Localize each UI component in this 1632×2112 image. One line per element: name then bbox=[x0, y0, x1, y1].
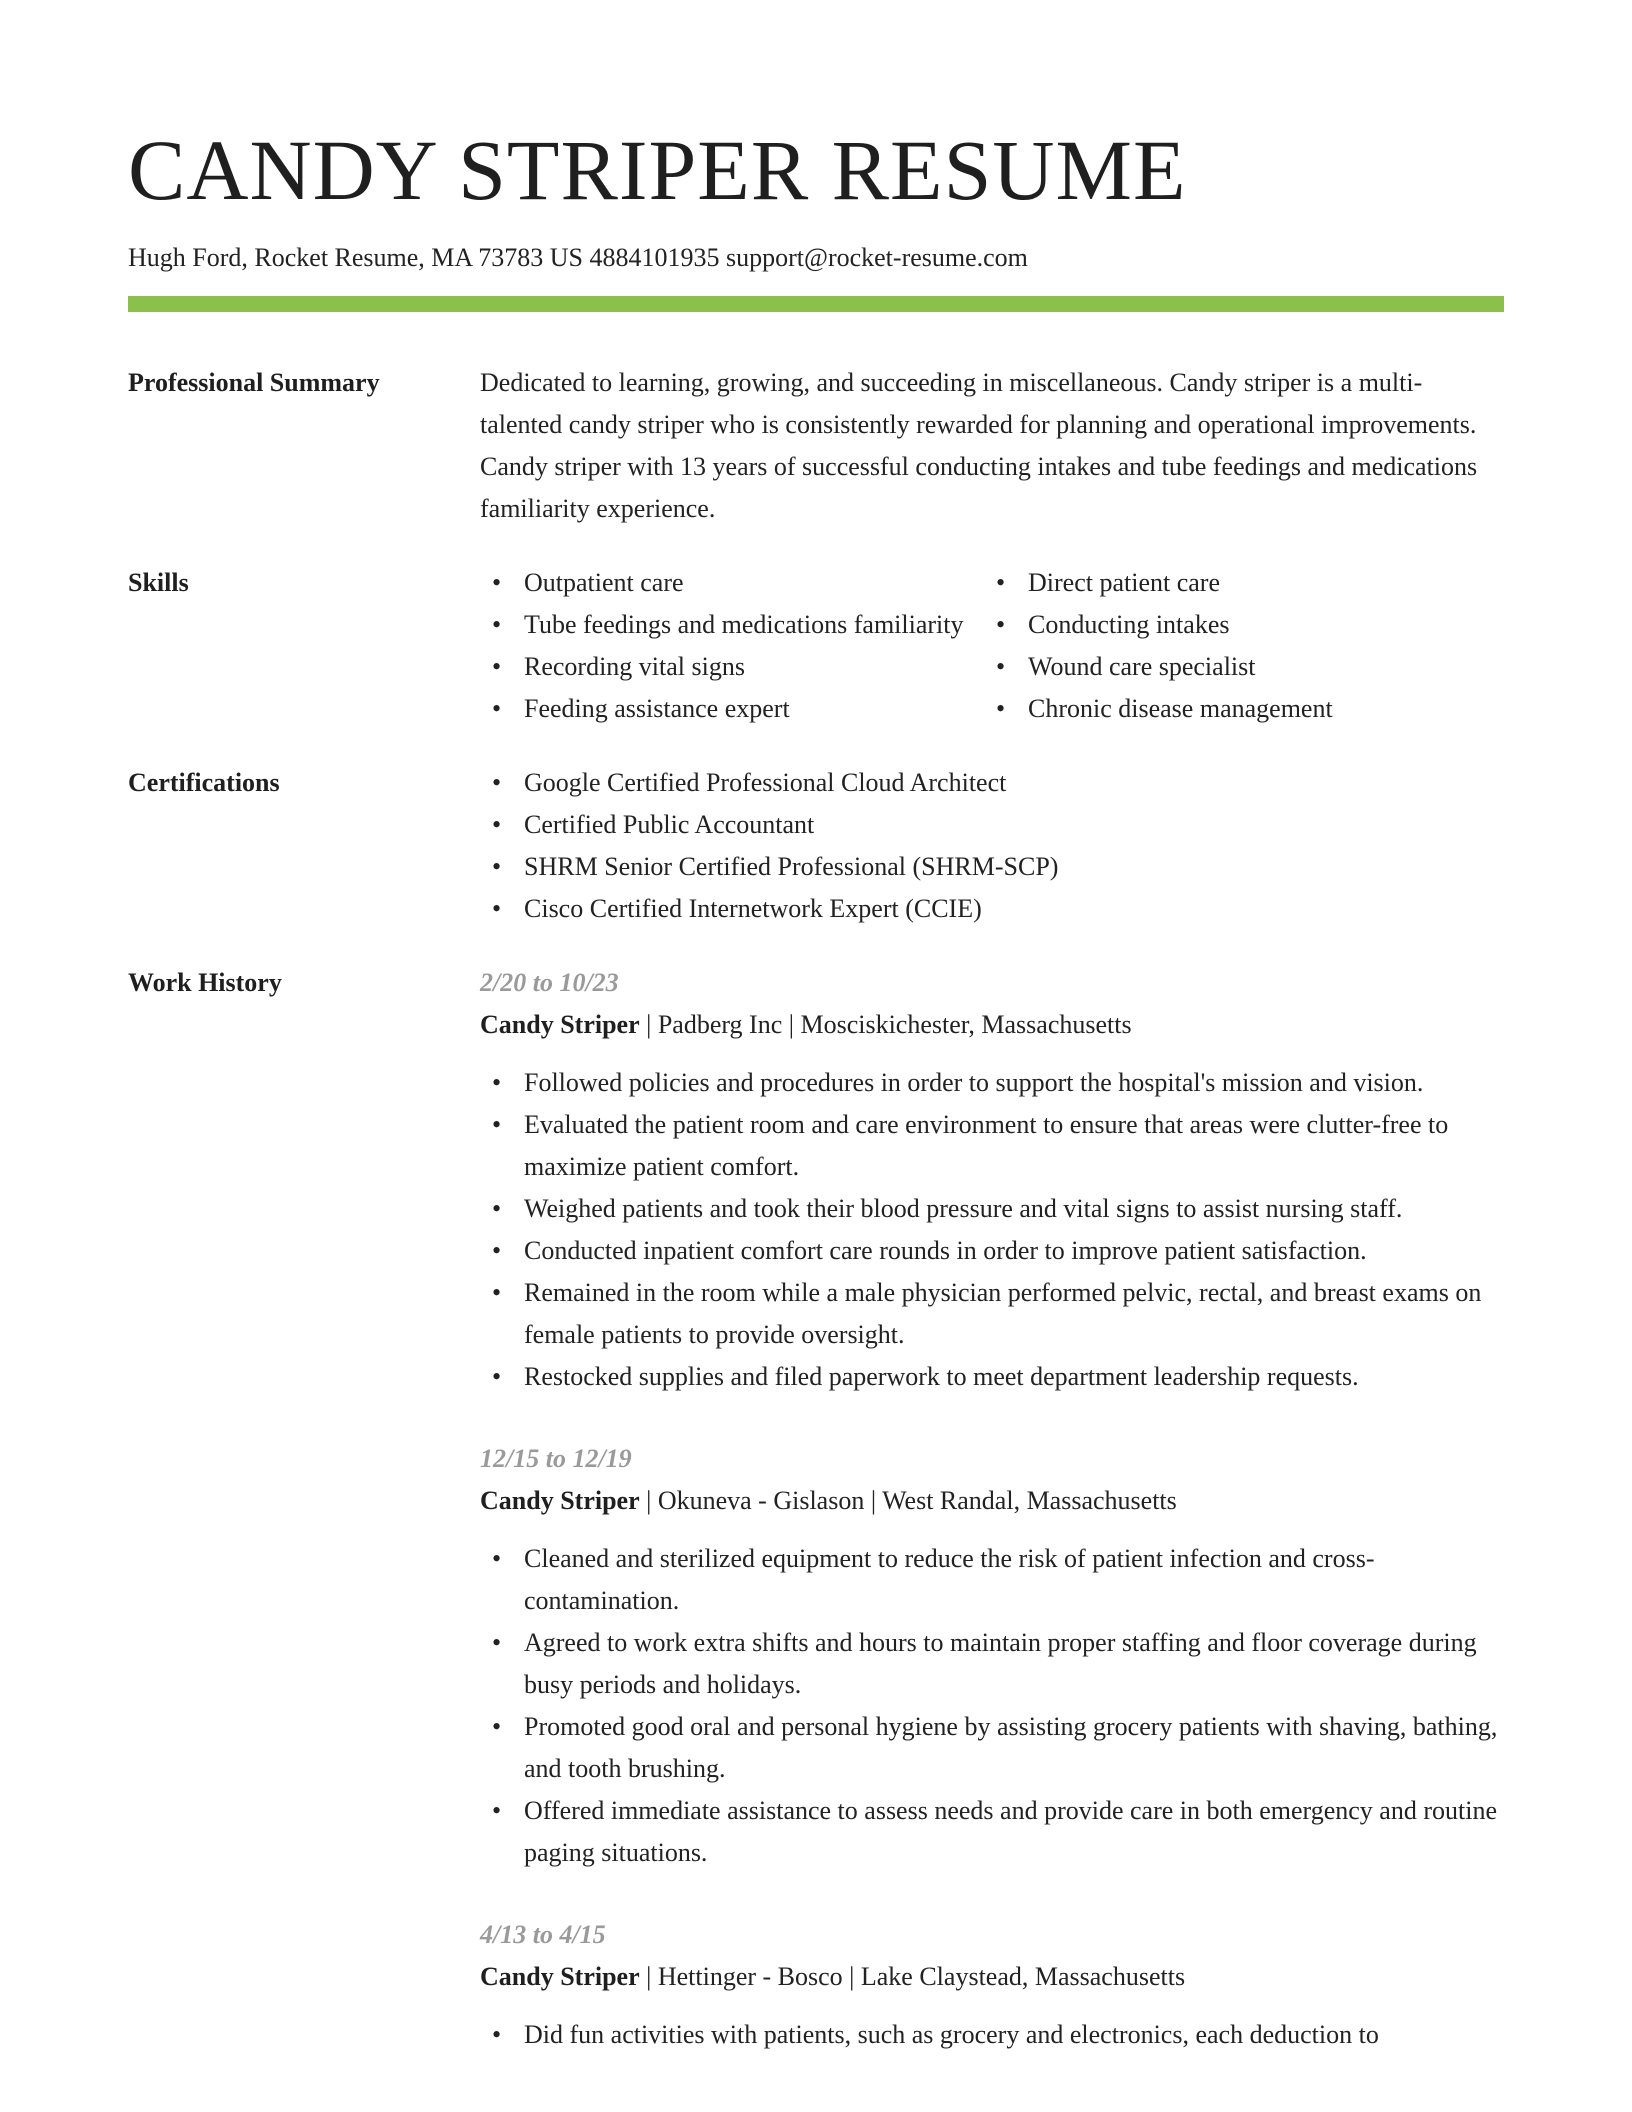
job-duty: • Conducted inpatient comfort care rounds in order to improve patient satisfaction. bbox=[480, 1230, 1504, 1272]
job-duty: • Remained in the room while a male physician performed pelvic, rectal, and breast exams on female patients to provide oversight. bbox=[480, 1272, 1504, 1356]
resume-title: CANDY STRIPER RESUME bbox=[128, 122, 1187, 218]
job-duties-list bbox=[480, 1062, 1504, 1398]
certification-item: • Cisco Certified Internetwork Expert (CCIE) bbox=[480, 888, 1504, 930]
skill-item: • Chronic disease management bbox=[984, 688, 1504, 730]
skill-item: • Outpatient care bbox=[480, 562, 984, 604]
job-duty: • Offered immediate assistance to assess needs and provide care in both emergency and routine paging situations. bbox=[480, 1790, 1504, 1874]
job-duty: • Followed policies and procedures in order to support the hospital's mission and vision. bbox=[480, 1062, 1504, 1104]
job-dates: 12/15 to 12/19 bbox=[480, 1444, 632, 1473]
skill-item: • Conducting intakes bbox=[984, 604, 1504, 646]
certification-item: • Google Certified Professional Cloud Architect bbox=[480, 762, 1504, 804]
skill-item: • Recording vital signs bbox=[480, 646, 984, 688]
job-title-line bbox=[480, 1004, 1504, 1046]
job-dates: 2/20 to 10/23 bbox=[480, 968, 619, 997]
contact-line: Hugh Ford, Rocket Resume, MA 73783 US 4884101935 support@rocket-resume.com bbox=[128, 243, 1028, 272]
skill-item: • Wound care specialist bbox=[984, 646, 1504, 688]
job-details: | Padberg Inc | Mosciskichester, Massachusetts bbox=[639, 1010, 1132, 1039]
summary-text: Dedicated to learning, growing, and succeeding in miscellaneous. Candy striper is a multi-talented candy striper who is consistently rewarded for planning and operational improvements. Candy striper with 13 years of successful conducting intakes and tube feedings and medications familiarity experience. bbox=[480, 368, 1478, 523]
job-entry bbox=[480, 962, 1504, 1398]
skills-list-right bbox=[984, 562, 1504, 730]
section-label: Professional Summary bbox=[128, 368, 380, 397]
job-duty: • Weighed patients and took their blood pressure and vital signs to assist nursing staff. bbox=[480, 1188, 1504, 1230]
job-duties-list bbox=[480, 2014, 1504, 2056]
job-role: Candy Striper bbox=[480, 1486, 640, 1515]
resume-page bbox=[128, 120, 1504, 2096]
job-duty: • Cleaned and sterilized equipment to reduce the risk of patient infection and cross-contamination. bbox=[480, 1538, 1504, 1622]
job-dates: 4/13 to 4/15 bbox=[480, 1920, 606, 1949]
job-duty: • Restocked supplies and filed paperwork to meet department leadership requests. bbox=[480, 1356, 1504, 1398]
section-label: Work History bbox=[128, 968, 282, 997]
job-title-line bbox=[480, 1956, 1504, 1998]
job-title-line bbox=[480, 1480, 1504, 1522]
job-duty: • Agreed to work extra shifts and hours to maintain proper staffing and floor coverage during busy periods and holidays. bbox=[480, 1622, 1504, 1706]
skill-item: • Feeding assistance expert bbox=[480, 688, 984, 730]
skill-item: • Direct patient care bbox=[984, 562, 1504, 604]
certifications-section bbox=[128, 762, 1504, 930]
job-entry bbox=[480, 1914, 1504, 2056]
job-details: | Okuneva - Gislason | West Randal, Massachusetts bbox=[639, 1486, 1177, 1515]
certification-item: • SHRM Senior Certified Professional (SHRM-SCP) bbox=[480, 846, 1504, 888]
job-role: Candy Striper bbox=[480, 1010, 640, 1039]
skills-section bbox=[128, 562, 1504, 730]
work-history-section bbox=[128, 962, 1504, 2096]
section-label: Skills bbox=[128, 568, 189, 597]
job-details: | Hettinger - Bosco | Lake Claystead, Massachusetts bbox=[639, 1962, 1186, 1991]
certifications-list bbox=[480, 762, 1504, 930]
job-duty: • Evaluated the patient room and care environment to ensure that areas were clutter-free to maximize patient comfort. bbox=[480, 1104, 1504, 1188]
skill-item: • Tube feedings and medications familiarity bbox=[480, 604, 984, 646]
professional-summary-section bbox=[128, 362, 1504, 530]
section-label: Certifications bbox=[128, 768, 280, 797]
accent-divider bbox=[128, 296, 1504, 312]
job-entry bbox=[480, 1438, 1504, 1874]
skills-list-left bbox=[480, 562, 984, 730]
job-duty: • Did fun activities with patients, such as grocery and electronics, each deduction to bbox=[480, 2014, 1504, 2056]
certification-item: • Certified Public Accountant bbox=[480, 804, 1504, 846]
job-duties-list bbox=[480, 1538, 1504, 1874]
job-duty: • Promoted good oral and personal hygiene by assisting grocery patients with shaving, bathing, and tooth brushing. bbox=[480, 1706, 1504, 1790]
job-role: Candy Striper bbox=[480, 1962, 640, 1991]
